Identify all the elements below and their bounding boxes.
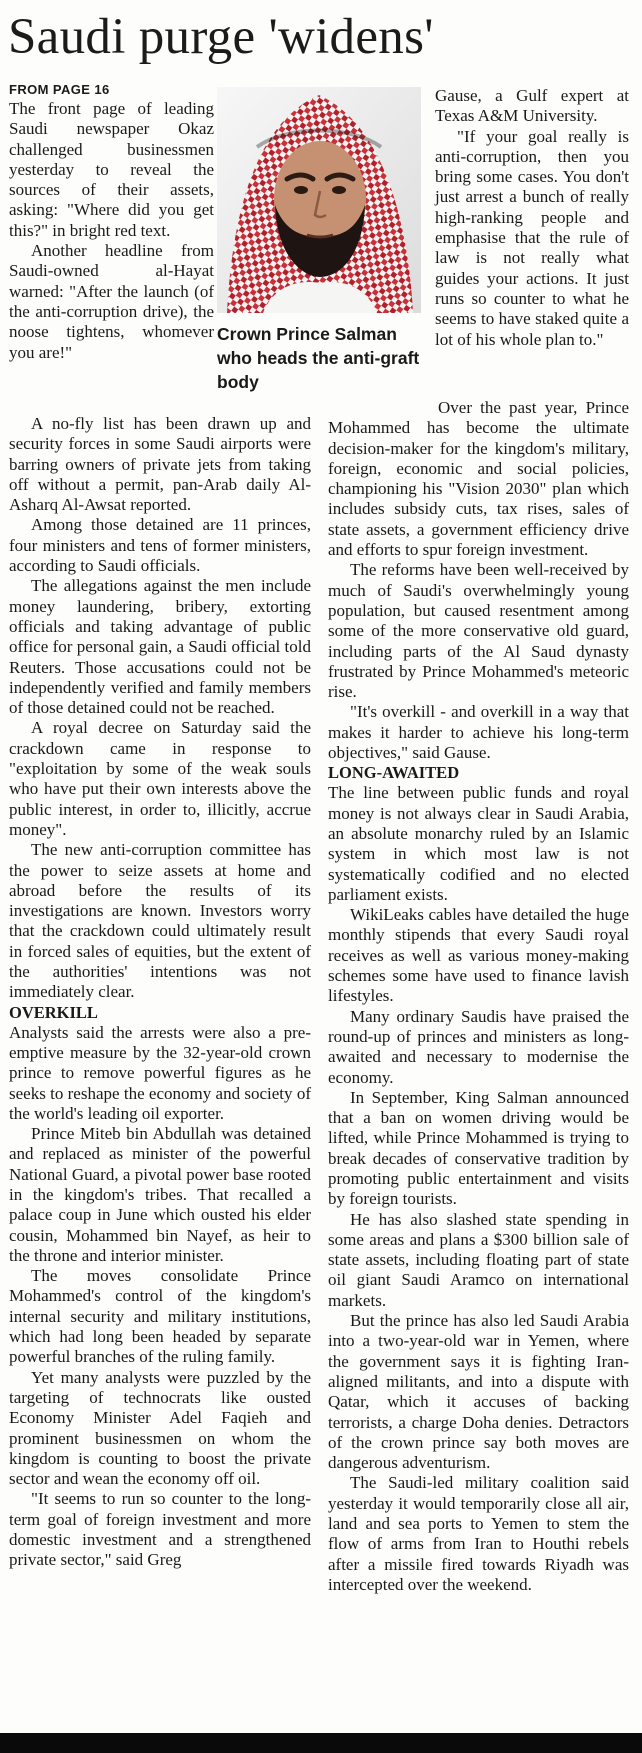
paragraph: In September, King Salman announced that a ban on women driving would be lifted, while Prince Mohammed is trying to break decades of conservative tradition by promoting public entertainment and visits by foreign tourists. (328, 1087, 629, 1209)
paragraph: He has also slashed state spending in some areas and plans a $300 billion sale of state assets, including floating part of state oil giant Saudi Aramco on international markets. (328, 1209, 629, 1310)
paragraph: Among those detained are 11 princes, four ministers and tens of former ministers, according to Saudi officials. (9, 515, 311, 576)
paragraph: But the prince has also led Saudi Arabia into a two-year-old war in Yemen, where the government says it is fighting Iran-aligned militants, and into a dispute with Qatar, which it accuses of backing terrorists, a charge Doha denies. Detractors of the crown prince say both moves are dangerous adventurism. (328, 1311, 629, 1473)
paragraph: Gause, a Gulf expert at Texas A&M University. (435, 86, 629, 126)
paragraph: The new anti-corruption committee has the power to seize assets at home and abroad before the results of its investigations are known. Investors worry that the crackdown could ultimately result in forced sales of equities, but the extent of the authorities' intentions was not immediately clear. (9, 840, 311, 1002)
crown-prince-photo (217, 87, 421, 313)
paragraph: The reforms have been well-received by much of Saudi's overwhelmingly young population, but caused resentment among some of the more conservative old guard, including parts of the Al Saud dynasty frustrated by Prince Mohammed's meteoric rise. (328, 560, 629, 702)
paragraph: Yet many analysts were puzzled by the targeting of technocrats like ousted Economy Minister Adel Faqieh and prominent businessmen on whom the kingdom is counting to boost the private sector and wean the economy off oil. (9, 1367, 311, 1489)
article-column-1-bottom (9, 414, 311, 1571)
headline: Saudi purge 'widens' (8, 9, 434, 65)
paragraph: "It's overkill - and overkill in a way that makes it harder to achieve his long-term objectives," said Gause. (328, 702, 629, 763)
article-column-1-top (9, 81, 214, 363)
subhead-long-awaited: LONG-AWAITED (328, 763, 460, 783)
paragraph: The line between public funds and royal money is not always clear in Saudi Arabia, an absolute monarchy ruled by an Islamic system in which most law is not systematically codified and no elected parliament exists. (328, 783, 629, 904)
portrait-illustration (217, 87, 421, 313)
paragraph: Another headline from Saudi-owned al-Hayat warned: "After the launch (of the anti-corruption drive), the noose tightens, whomever you are!" (9, 241, 214, 362)
paragraph: "If your goal really is anti-corruption, then you bring some cases. You don't just arrest a bunch of really high-ranking people and emphasise that the rule of law is not really what guides your actions. It just runs so counter to what he seems to have staked quite a lot of his whole plan to." (435, 126, 629, 349)
photo-caption: Crown Prince Salman who heads the anti-graft body (217, 324, 420, 392)
paragraph: Many ordinary Saudis have praised the round-up of princes and ministers as long-awaited and necessary to modernise the economy. (328, 1006, 629, 1087)
paragraph: A royal decree on Saturday said the crackdown came in response to "exploitation by some of the weak souls who have put their own interests above the public interest, in order to, illicitly, accrue money". (9, 718, 311, 839)
paragraph: Analysts said the arrests were also a pre-emptive measure by the 32-year-old crown prince to remove powerful figures as he seeks to reshape the economy and society of the world's leading oil exporter. (9, 1022, 311, 1123)
paragraph: The Saudi-led military coalition said yesterday it would temporarily close all air, land and sea ports to Yemen to stem the flow of arms from Iran to Houthi rebels after a missile fired towards Riyadh was intercepted over the weekend. (328, 1473, 629, 1594)
paragraph: "It seems to run so counter to the long-term goal of foreign investment and more domestic investment and a strengthened private sector," said Greg (9, 1489, 311, 1570)
paragraph: Over the past year, Prince Mohammed has become the ultimate decision-maker for the kingdom's military, foreign, economic and social policies, championing his "Vision 2030" plan which includes subsidy cuts, tax rises, sales of state assets, a government efficiency drive and efforts to spur foreign investment. (328, 398, 629, 560)
jump-line: FROM PAGE 16 (9, 82, 110, 97)
paragraph: The front page of leading Saudi newspaper Okaz challenged businessmen yesterday to reveal the sources of their assets, asking: "Where did you get this?" in bright red text. (9, 99, 214, 240)
paragraph: The allegations against the men include money laundering, bribery, extorting officials and taking advantage of public office for personal gain, a Saudi official told Reuters. Those accusations could not be independently verified and family members of those detained could not be reached. (9, 576, 311, 718)
subhead-overkill: OVERKILL (9, 1002, 98, 1022)
paragraph: WikiLeaks cables have detailed the huge monthly stipends that every Saudi royal receives as well as various money-making schemes some have used to finance lavish lifestyles. (328, 905, 629, 1006)
paragraph: A no-fly list has been drawn up and security forces in some Saudi airports were barring owners of private jets from taking off without a permit, pan-Arab daily Al-Asharq Al-Awsat reported. (9, 414, 311, 515)
paragraph: The moves consolidate Prince Mohammed's control of the kingdom's internal security and military institutions, which had long been headed by separate powerful branches of the ruling family. (9, 1266, 311, 1367)
page-bottom-border (0, 1733, 642, 1753)
paragraph: Prince Miteb bin Abdullah was detained and replaced as minister of the powerful National Guard, a pivotal power base rooted in the kingdom's tribes. That recalled a palace coup in June which ousted his elder cousin, Mohammed bin Nayef, as heir to the throne and interior minister. (9, 1124, 311, 1265)
article-column-2 (328, 398, 629, 1595)
article-column-3-top (435, 86, 629, 350)
